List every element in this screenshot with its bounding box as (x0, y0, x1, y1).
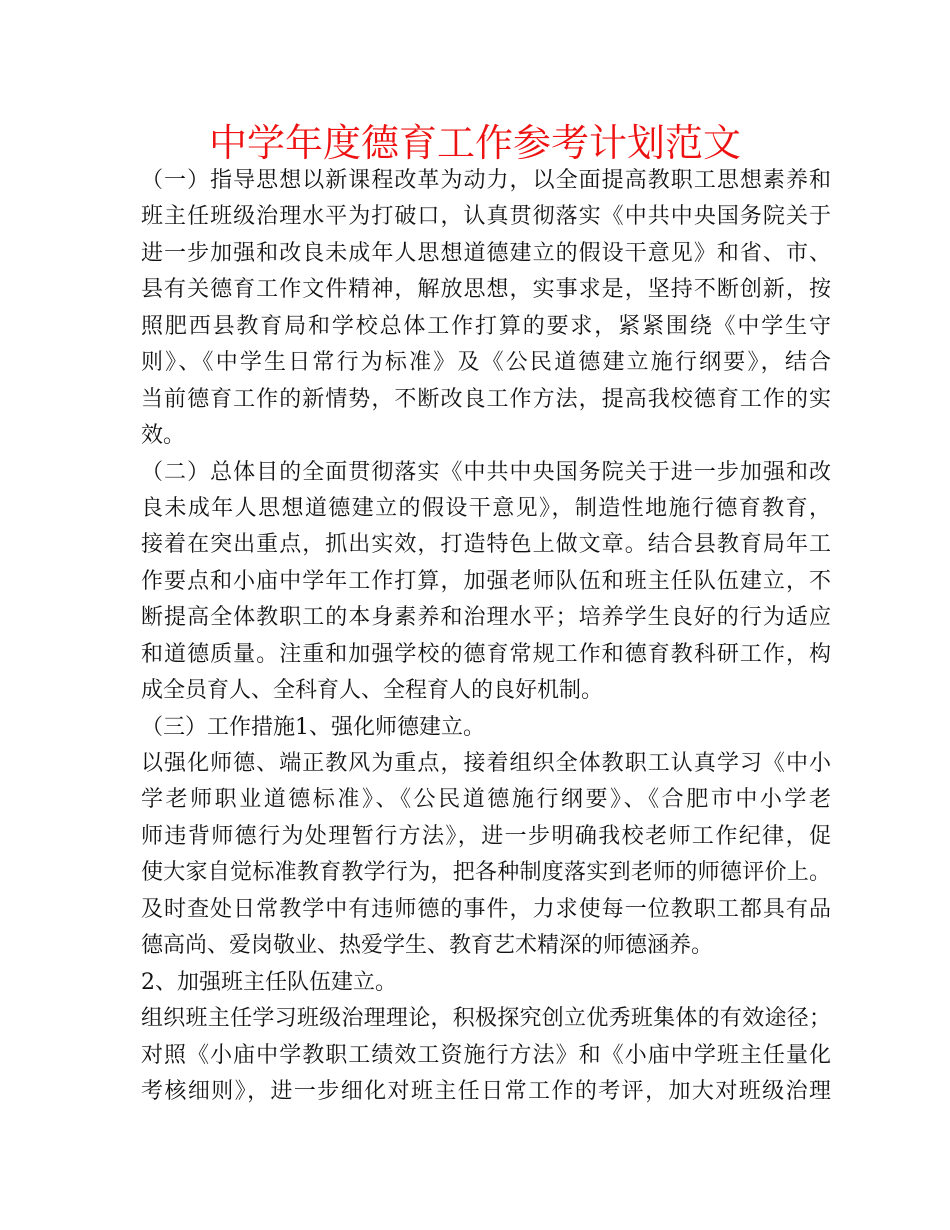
text-line: 和道德质量。注重和加强学校的德育常规工作和德育教科研工作，构 (141, 641, 831, 667)
text-line: （一）指导思想以新课程改革为动力，以全面提高教职工思想素养和 (141, 168, 831, 193)
document-title: 中学年度德育工作参考计划范文 (208, 121, 741, 165)
text-line: 进一步加强和改良未成年人思想道德建立的假设干意见》和省、市、 (141, 240, 831, 266)
text-line: 断提高全体教职工的本身素养和治理水平；培养学生良好的行为适应 (141, 605, 831, 631)
text-line: 成全员育人、全科育人、全程育人的良好机制。 (141, 678, 604, 704)
text-line: 照肥西县教育局和学校总体工作打算的要求，紧紧围绕《中学生守 (141, 313, 831, 339)
document-body (141, 163, 831, 1110)
text-line: 2、加强班主任队伍建立。 (141, 969, 397, 995)
text-line: 德高尚、爱岗敬业、热爱学生、教育艺术精深的师德涵养。 (141, 933, 714, 959)
text-line: 班主任班级治理水平为打破口，认真贯彻落实《中共中央国务院关于 (141, 204, 831, 230)
text-line: 对照《小庙中学教职工绩效工资施行方法》和《小庙中学班主任量化 (141, 1042, 831, 1068)
text-line: 学老师职业道德标准》、《公民道德施行纲要》、《合肥市中小学老 (141, 787, 831, 813)
text-line: 效。 (141, 423, 186, 449)
text-line: 考核细则》，进一步细化对班主任日常工作的考评，加大对班级治理 (141, 1078, 831, 1104)
text-line: 县有关德育工作文件精神，解放思想，实事求是，坚持不断创新，按 (141, 277, 831, 303)
text-line: 师违背师德行为处理暂行方法》，进一步明确我校老师工作纪律，促 (141, 823, 831, 849)
text-line: 接着在突出重点，抓出实效，打造特色上做文章。结合县教育局年工 (141, 532, 831, 558)
text-line: （三）工作措施1、强化师德建立。 (141, 714, 485, 740)
text-line: 及时查处日常教学中有违师德的事件，力求使每一位教职工都具有品 (141, 896, 831, 922)
text-line: 以强化师德、端正教风为重点，接着组织全体教职工认真学习《中小 (141, 751, 831, 776)
text-line: 当前德育工作的新情势，不断改良工作方法，提高我校德育工作的实 (141, 386, 831, 412)
text-line: 作要点和小庙中学年工作打算，加强老师队伍和班主任队伍建立，不 (141, 568, 831, 594)
text-line: 使大家自觉标准教育教学行为，把各种制度落实到老师的师德评价上。 (141, 860, 831, 886)
text-line: 则》、《中学生日常行为标准》及《公民道德建立施行纲要》，结合 (141, 350, 831, 376)
text-line: （二）总体目的全面贯彻落实《中共中央国务院关于进一步加强和改 (141, 459, 831, 485)
text-line: 良未成年人思想道德建立的假设干意见》，制造性地施行德育教育， (141, 495, 831, 521)
text-line: 组织班主任学习班级治理理论，积极探究创立优秀班集体的有效途径； (141, 1006, 831, 1032)
